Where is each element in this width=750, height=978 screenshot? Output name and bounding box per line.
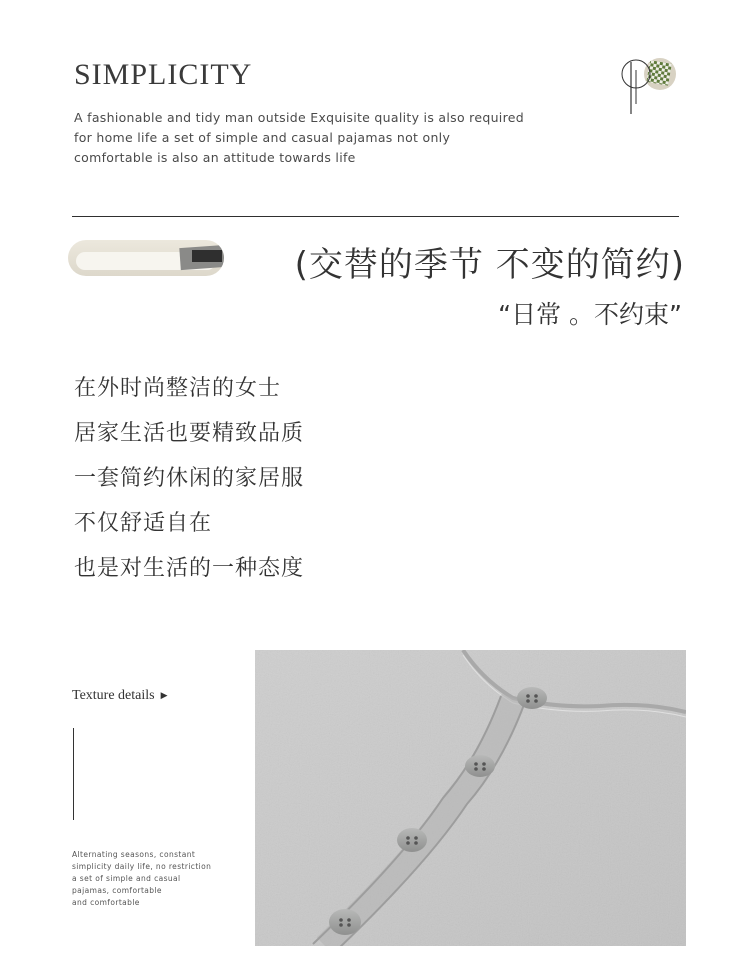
fabric-detail-photo [255, 650, 686, 946]
description-line: a set of simple and casual [72, 874, 181, 883]
button-3 [397, 828, 427, 852]
headline: (交替的季节 不变的简约) [294, 245, 685, 285]
thumbnail-fabric-dark [192, 250, 222, 262]
body-line: 也是对生活的一种态度 [74, 556, 305, 581]
body-line: 居家生活也要精致品质 [74, 421, 305, 446]
body-line: 一套简约休闲的家居服 [74, 466, 305, 491]
description-line: Alternating seasons, constant [72, 850, 196, 859]
button-1 [517, 687, 547, 709]
triangle-right-icon: ▶ [160, 690, 168, 700]
body-line: 在外时尚整洁的女士 [74, 376, 282, 401]
intro-line: comfortable is also an attitude towards life [74, 150, 356, 165]
vertical-rule [73, 728, 74, 820]
page-title: SIMPLICITY [74, 58, 253, 91]
description-line: pajamas, comfortable [72, 886, 162, 895]
texture-details-label [72, 688, 168, 704]
description-line: simplicity daily life, no restriction [72, 862, 212, 871]
subheadline: “日常 。不约束” [498, 300, 682, 329]
intro-line: for home life a set of simple and casual pajamas not only [74, 130, 451, 145]
intro-line: A fashionable and tidy man outside Exquisite quality is also required [74, 110, 524, 125]
texture-description [72, 849, 247, 909]
brand-mark-icon [616, 56, 682, 118]
section-divider [72, 216, 679, 217]
description-line: and comfortable [72, 898, 140, 907]
texture-details-text: Texture details [72, 688, 155, 703]
body-line: 不仅舒适自在 [74, 511, 213, 536]
button-2 [465, 755, 495, 777]
product-thumbnail [68, 240, 224, 276]
button-4 [329, 909, 361, 935]
body-text [74, 366, 304, 591]
intro-text [74, 108, 634, 168]
